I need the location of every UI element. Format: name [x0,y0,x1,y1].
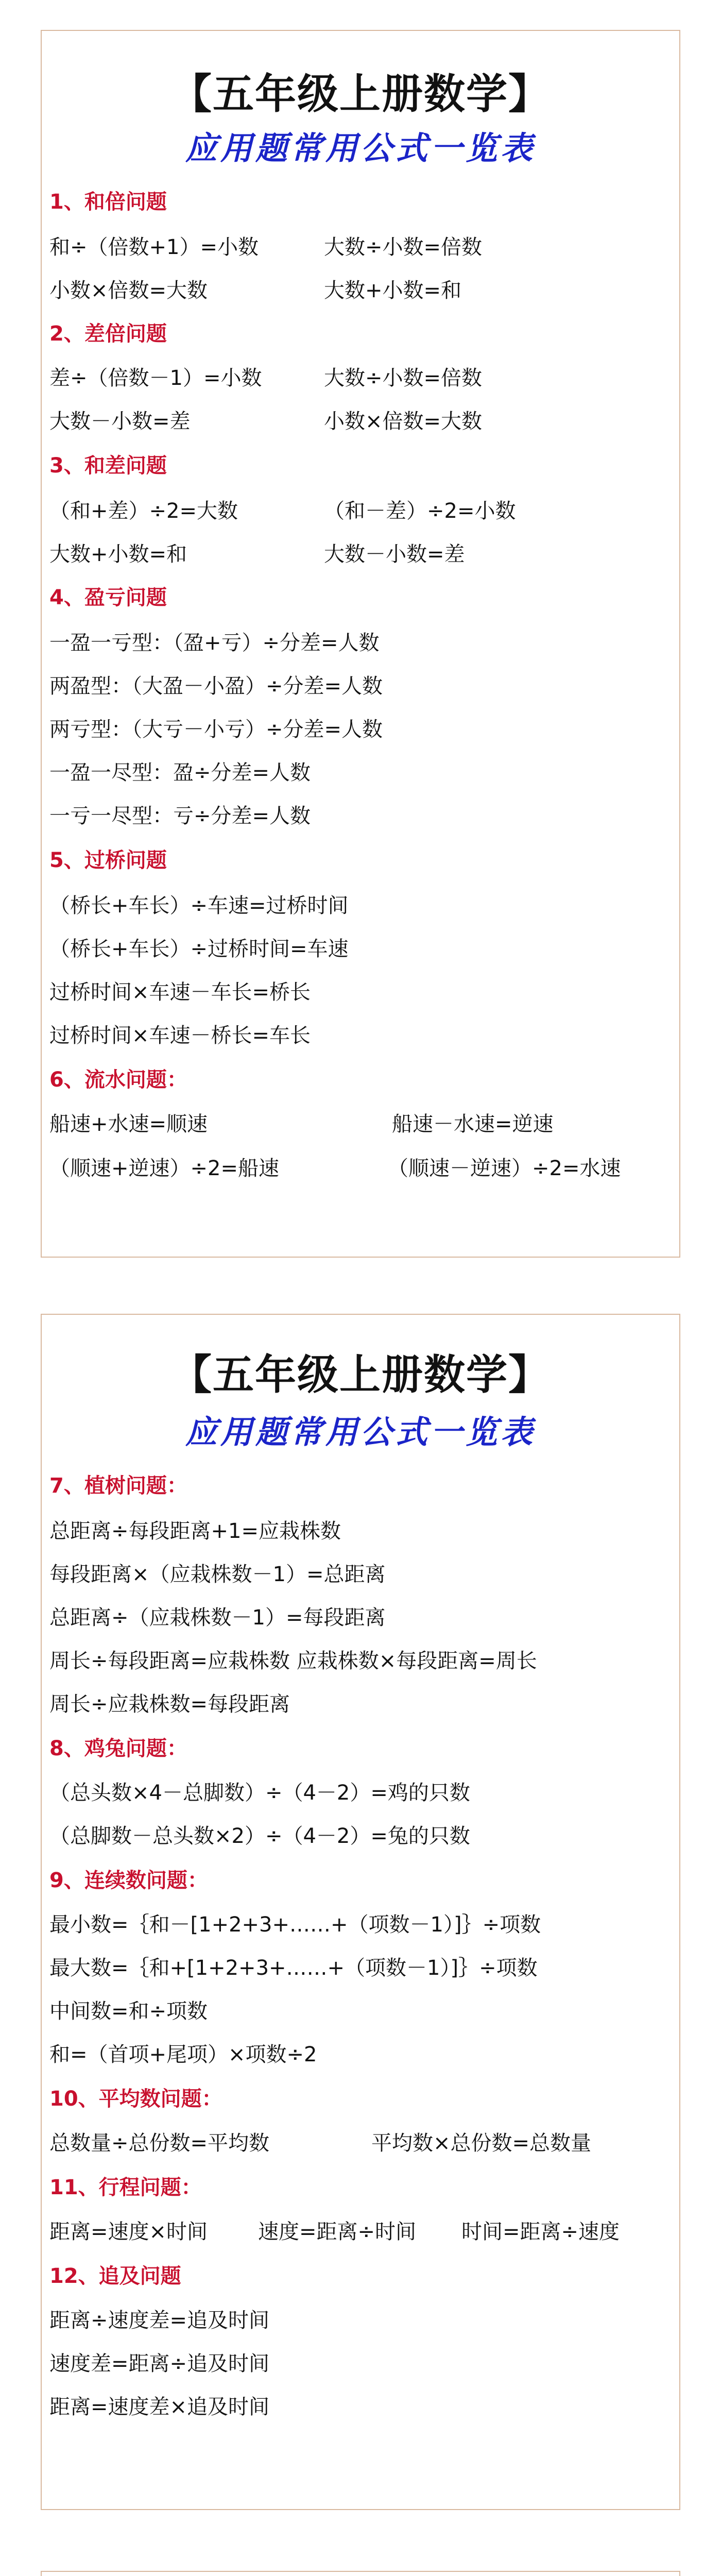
formula-line: 中间数=和÷项数 [49,1999,208,2023]
formula-card-3 [41,2571,680,2576]
formula-line: 总距离÷（应栽株数－1）=每段距离 [49,1606,386,1630]
formula-line: 两盈型：（大盈－小盈）÷分差=人数 [49,674,383,698]
formula-line: 两亏型：（大亏－小亏）÷分差=人数 [49,718,383,741]
formula-line: 大数÷小数=倍数 [324,235,483,259]
formula-line: （顺速+逆速）÷2=船速 [49,1157,279,1180]
formula-card-2 [41,1314,680,2510]
formula-line: （总脚数－总头数×2）÷（4－2）=兔的只数 [49,1824,470,1848]
page-title: 【五年级上册数学】 [170,1350,551,1399]
formula-line: 总数量÷总份数=平均数 [49,2131,270,2155]
formula-line: 大数－小数=差 [49,410,191,433]
formula-line: 距离=速度×时间 [49,2220,208,2244]
section-heading: 6、流水问题： [49,1068,187,1092]
section-heading: 8、鸡兔问题： [49,1737,187,1760]
formula-line: 周长÷每段距离=应栽株数 应栽株数×每段距离=周长 [49,1649,537,1673]
formula-line: 距离÷速度差=追及时间 [49,2309,270,2332]
formula-line: （顺速－逆速）÷2=水速 [388,1157,621,1180]
formula-line: 最大数=｛和+[1+2+3+……+（项数－1）]｝÷项数 [49,1956,538,1980]
section-heading: 2、差倍问题 [49,322,167,346]
formula-line: 每段距离×（应栽株数－1）=总距离 [49,1563,386,1586]
page-subtitle: 应用题常用公式一览表 [185,129,536,167]
formula-line: 大数－小数=差 [324,543,465,566]
formula-line: 和÷（倍数+1）=小数 [49,235,259,259]
formula-line: 一盈一亏型：（盈+亏）÷分差=人数 [49,631,380,655]
formula-line: 平均数×总份数=总数量 [371,2131,592,2155]
formula-line: 速度差=距离÷追及时间 [49,2352,270,2376]
page-subtitle: 应用题常用公式一览表 [185,1413,536,1451]
formula-line: （桥长+车长）÷车速=过桥时间 [49,894,349,918]
formula-line: （和－差）÷2=小数 [324,499,516,523]
formula-line: 大数÷小数=倍数 [324,366,483,390]
page-title: 【五年级上册数学】 [170,70,551,118]
section-heading: 5、过桥问题 [49,849,167,872]
formula-line: 和=（首项+尾项）×项数÷2 [49,2043,317,2066]
formula-line: 速度=距离÷时间 [258,2220,417,2244]
formula-line: 距离=速度差×追及时间 [49,2395,270,2419]
formula-line: 过桥时间×车速－桥长=车长 [49,1024,311,1047]
formula-line: 大数+小数=和 [49,543,187,566]
formula-line: 船速－水速=逆速 [392,1112,554,1136]
section-heading: 3、和差问题 [49,454,167,478]
formula-line: 差÷（倍数－1）=小数 [49,366,262,390]
formula-line: （桥长+车长）÷过桥时间=车速 [49,937,349,961]
formula-line: 一亏一尽型：亏÷分差=人数 [49,804,311,828]
section-heading: 4、盈亏问题 [49,586,167,609]
formula-line: 一盈一尽型：盈÷分差=人数 [49,761,311,785]
section-heading: 10、平均数问题： [49,2087,222,2111]
formula-line: 最小数=｛和－[1+2+3+……+（项数－1）]｝÷项数 [49,1913,541,1937]
formula-line: 周长÷应栽株数=每段距离 [49,1692,290,1716]
formula-line: 大数+小数=和 [324,279,462,302]
formula-line: 过桥时间×车速－车长=桥长 [49,980,311,1004]
formula-line: 总距离÷每段距离+1=应栽株数 [49,1519,341,1543]
formula-line: 小数×倍数=大数 [49,279,208,302]
formula-card-1 [41,30,680,1258]
formula-line: 船速+水速=顺速 [49,1112,208,1136]
section-heading: 1、和倍问题 [49,190,167,214]
formula-line: （和+差）÷2=大数 [49,499,238,523]
formula-line: 时间=距离÷速度 [461,2220,620,2244]
section-heading: 11、行程问题： [49,2176,202,2199]
section-heading: 7、植树问题： [49,1474,187,1498]
formula-line: 小数×倍数=大数 [324,410,483,433]
formula-line: （总头数×4－总脚数）÷（4－2）=鸡的只数 [49,1781,470,1805]
section-heading: 12、追及问题 [49,2264,181,2288]
section-heading: 9、连续数问题： [49,1869,208,1892]
